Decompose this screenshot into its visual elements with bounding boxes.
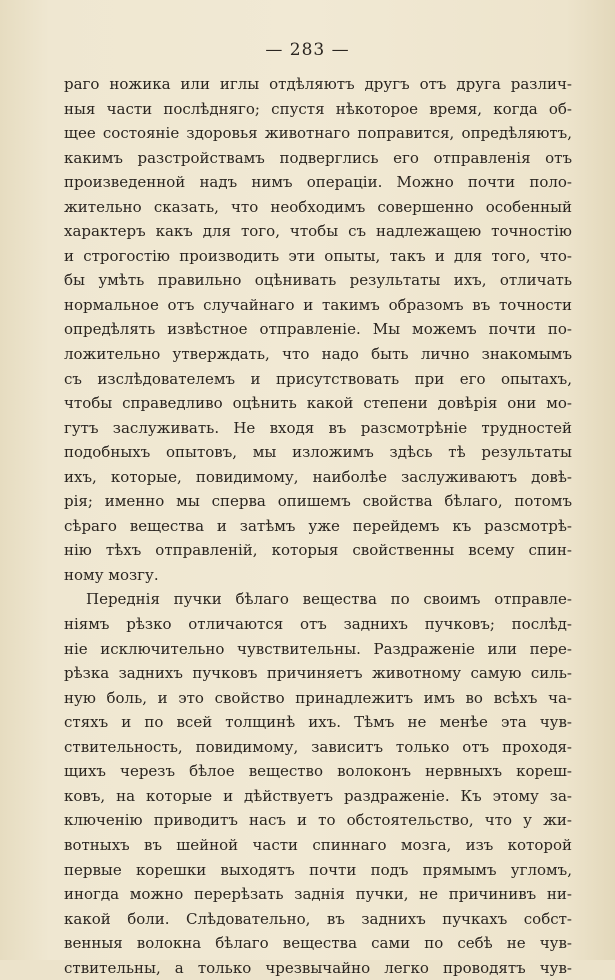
text-line: произведенной надъ нимъ операціи. Можно почти поло- <box>64 173 572 192</box>
text-line: щихъ черезъ бѣлое вещество волоконъ нервныхъ кореш- <box>64 762 572 781</box>
text-line: венныя волокна бѣлаго вещества сами по себѣ не чув- <box>64 934 572 953</box>
text-line: рѣзка заднихъ пучковъ причиняетъ животному самую силь- <box>64 664 572 683</box>
text-line: щее состояніе здоровья животнаго поправится, опредѣляютъ, <box>64 124 572 143</box>
text-line: гутъ заслуживать. Не входя въ разсмотрѣніе трудностей <box>64 418 572 437</box>
text-line: жительно сказать, что необходимъ совершенно особенный <box>64 197 572 216</box>
text-line: ніямъ рѣзко отличаются отъ заднихъ пучковъ; послѣд- <box>64 615 572 634</box>
text-line: какой боли. Слѣдовательно, въ заднихъ пучкахъ собст- <box>64 909 572 928</box>
page-number: — 283 — <box>265 40 350 60</box>
text-line: ковъ, на которые и дѣйствуетъ раздраженіе. Къ этому за- <box>64 786 572 805</box>
text-line: и строгостію производить эти опыты, такъ и для того, что- <box>64 246 572 265</box>
text-line: раго ножика или иглы отдѣляютъ другъ отъ друга различ- <box>64 75 572 93</box>
text-line: нію тѣхъ отправленій, которыя свойственны всему спин- <box>64 541 572 560</box>
text-line: ложительно утверждать, что надо быть лично знакомымъ <box>64 345 572 364</box>
text-line: вотныхъ въ шейной части спиннаго мозга, изъ которой <box>64 835 572 854</box>
text-line: стяхъ и по всей толщинѣ ихъ. Тѣмъ не менѣе эта чув- <box>64 713 572 732</box>
text-line: первые корешки выходятъ почти подъ прямымъ угломъ, <box>64 860 572 879</box>
text-line: рія; именно мы сперва опишемъ свойства бѣлаго, потомъ <box>64 492 572 511</box>
text-line: характеръ какъ для того, чтобы съ надлежащею точностію <box>64 222 572 241</box>
paragraph-end-line: ному мозгу. <box>64 565 159 584</box>
text-line: нормальное отъ случайнаго и такимъ образомъ въ точности <box>64 295 572 314</box>
text-line: ихъ, которые, повидимому, наиболѣе заслуживаютъ довѣ- <box>64 467 572 486</box>
text-line: подобныхъ опытовъ, мы изложимъ здѣсь тѣ результаты <box>64 443 572 462</box>
text-line: ніе исключительно чувствительны. Раздраженіе или пере- <box>64 639 572 658</box>
text-line: бы умѣть правильно оцѣнивать результаты ихъ, отличать <box>64 271 572 290</box>
text-line: чтобы справедливо оцѣнить какой степени довѣрія они мо- <box>64 394 572 413</box>
body-text <box>64 72 572 980</box>
text-line: ствительны, а только чрезвычайно легко проводятъ чув- <box>64 958 572 977</box>
text-line: ную боль, и это свойство принадлежитъ имъ во всѣхъ ча- <box>64 688 572 707</box>
text-line: ныя части послѣдняго; спустя нѣкоторое время, когда об- <box>64 99 572 118</box>
text-line: какимъ разстройствамъ подверглись его отправленія отъ <box>64 148 572 167</box>
text-line: опредѣлять извѣстное отправленіе. Мы можемъ почти по- <box>64 320 572 339</box>
text-line: съ изслѣдователемъ и присутствовать при его опытахъ, <box>64 369 572 388</box>
text-line: иногда можно перерѣзать заднія пучки, не причинивъ ни- <box>64 885 572 904</box>
paragraph-first-line: Переднія пучки бѣлаго вещества по своимъ отправле- <box>86 590 572 609</box>
text-line: ключенію приводитъ насъ и то обстоятельство, что у жи- <box>64 811 572 830</box>
text-line: сѣраго вещества и затѣмъ уже перейдемъ къ разсмотрѣ- <box>64 516 572 535</box>
text-line: ствительность, повидимому, зависитъ только отъ проходя- <box>64 737 572 756</box>
